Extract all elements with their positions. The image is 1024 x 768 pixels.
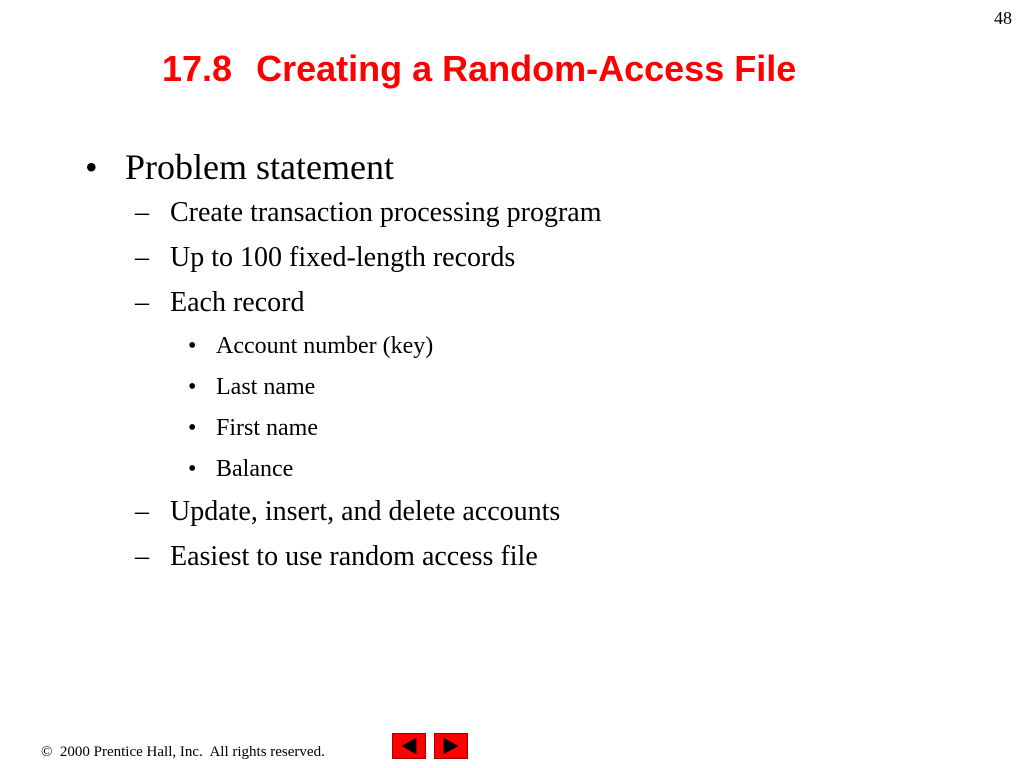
title-text: Creating a Random-Access File — [256, 48, 797, 89]
bullet-problem-statement — [85, 145, 985, 195]
footer-copyright: © 2000 Prentice Hall, Inc. All rights reserved. — [41, 744, 325, 760]
slide-title — [162, 47, 796, 91]
record-field-balance — [85, 453, 985, 494]
sub-item-update-insert-delete — [85, 494, 985, 539]
record-field-account-number — [85, 330, 985, 371]
bullet-marker: • — [85, 147, 98, 187]
sub-item-text: Update, insert, and delete accounts — [170, 496, 561, 527]
record-field-text: Balance — [216, 456, 294, 482]
sub-item-create-program — [85, 195, 985, 240]
dash-marker: – — [135, 242, 149, 273]
sub-item-random-access-file — [85, 539, 985, 584]
slide-content — [85, 145, 985, 584]
bullet-marker: • — [188, 456, 197, 482]
record-field-text: First name — [216, 415, 318, 441]
bullet-marker: • — [188, 333, 197, 359]
next-slide-button[interactable] — [434, 733, 468, 759]
bullet-text: Problem statement — [125, 147, 394, 187]
bullet-marker: • — [188, 374, 197, 400]
triangle-left-icon — [393, 734, 425, 758]
sub-item-fixed-length-records — [85, 240, 985, 285]
sub-item-each-record — [85, 285, 985, 330]
sub-item-text: Up to 100 fixed-length records — [170, 242, 516, 273]
record-field-first-name — [85, 412, 985, 453]
page-number: 48 — [994, 8, 1012, 28]
bullet-marker: • — [188, 415, 197, 441]
previous-slide-button[interactable] — [392, 733, 426, 759]
triangle-right-icon — [435, 734, 467, 758]
sub-item-text: Create transaction processing program — [170, 197, 602, 228]
dash-marker: – — [135, 287, 149, 318]
dash-marker: – — [135, 197, 149, 228]
record-field-text: Account number (key) — [216, 333, 434, 359]
record-field-last-name — [85, 371, 985, 412]
record-field-text: Last name — [216, 374, 316, 400]
section-number: 17.8 — [162, 48, 233, 89]
sub-item-text: Easiest to use random access file — [170, 541, 538, 572]
sub-item-text: Each record — [170, 287, 305, 318]
dash-marker: – — [135, 496, 149, 527]
dash-marker: – — [135, 541, 149, 572]
